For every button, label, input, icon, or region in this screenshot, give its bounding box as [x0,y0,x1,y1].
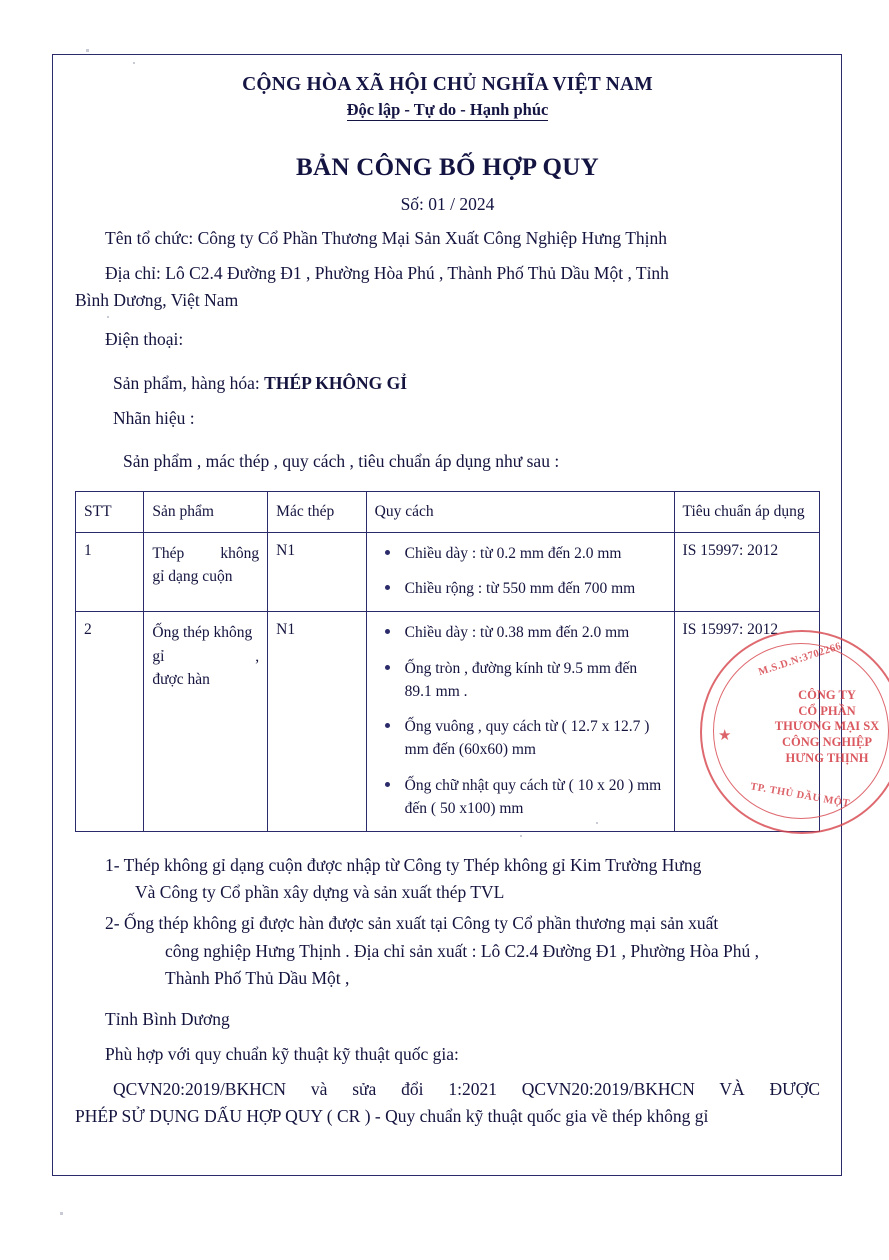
star-icon: ★ [718,728,732,744]
product-line-text: được hàn [152,670,210,688]
note-marker: 1- [105,855,120,876]
spec-list [375,542,666,601]
column-header-spec: Quy cách [366,491,674,532]
note-text: Ống thép không gỉ được hàn được sản xuất tại Công ty Cổ phần thương mại sản xuất [123,913,719,934]
document-number: Số: 01 / 2024 [400,194,495,214]
column-header-product: Sản phẩm [144,491,268,532]
cell-product [144,612,268,832]
specs-intro: Sản phẩm , mác thép , quy cách , tiêu chuẩn áp dụng như sau : [123,450,560,471]
cell-specs [366,532,674,612]
product-line-text: không gỉ , [152,624,260,665]
table-row [76,532,820,612]
nation-subtitle [75,100,820,120]
stamp-core-line: CÔNG NGHIỆP [782,734,872,749]
cell-product [144,532,268,612]
product-line-text: Thép không [152,544,260,562]
scan-speck [86,49,89,52]
cell-specs [366,612,674,832]
stamp-core-line: CÔNG TY [798,688,856,702]
province-line: Tỉnh Bình Dương [105,1008,230,1029]
cell-standard: IS 15997: 2012 [674,532,819,612]
standard-line-2: PHÉP SỬ DỤNG DẤU HỢP QUY ( CR ) - Quy chuẩn kỹ thuật quốc gia về thép không gỉ [75,1106,709,1127]
note-text: Và Công ty Cổ phần xây dựng và sản xuất thép TVL [135,882,505,903]
stamp-arc-top: M.S.D.N:3702266 [757,640,843,679]
column-header-standard: Tiêu chuẩn áp dụng [674,491,819,532]
stamp-core-text [752,688,889,766]
stamp-core-line: THƯƠNG MẠI SX [774,719,880,734]
organization-address-line1: Địa chỉ: Lô C2.4 Đường Đ1 , Phường Hòa Phú , Thành Phố Thủ Dầu Một , Tỉnh [105,263,669,284]
note-marker: 2- [105,913,120,934]
note-text: công nghiệp Hưng Thịnh . Địa chỉ sản xuất : Lô C2.4 Đường Đ1 , Phường Hòa Phú , [165,940,759,961]
organization-address-line2: Bình Dương, Việt Nam [75,290,239,311]
product-label: Sản phẩm, hàng hóa: [113,372,265,393]
note-text: Thành Phố Thủ Dầu Một , [165,967,350,988]
spec-item: Chiều dày : từ 0.2 mm đến 2.0 mm [375,542,666,565]
notes-section [75,852,820,992]
spec-item: Chiều dày : từ 0.38 mm đến 2.0 mm [375,621,666,644]
stamp-core-line: CỔ PHẦN [798,703,856,718]
product-line-text: gỉ dạng cuộn [152,568,233,586]
table-header [76,491,820,532]
stamp-core-line: HƯNG THỊNH [785,750,869,765]
organization-phone: Điện thoại: [105,329,184,350]
stamp-outer-ring [700,630,889,834]
cell-standard: IS 15997: 2012 [674,612,819,832]
table-header-row [76,491,820,532]
document-body [75,68,820,1130]
column-header-grade: Mác thép [268,491,367,532]
column-header-stt: STT [76,491,144,532]
spec-item: Chiều rộng : từ 550 mm đến 700 mm [375,577,666,600]
scan-speck [60,1212,63,1215]
note-item [105,852,820,906]
page-title: BẢN CÔNG BỐ HỢP QUY [296,154,599,181]
brand-line: Nhãn hiệu : [113,407,195,428]
cell-stt: 1 [76,532,144,612]
stamp-inner-ring [713,643,889,819]
product-line [75,370,820,397]
nation-title: CỘNG HÒA XÃ HỘI CHỦ NGHĨA VIỆT NAM [242,74,653,95]
standard-line-1: QCVN20:2019/BKHCN và sửa đổi 1:2021 QCVN20:2019/BKHCN VÀ ĐƯỢC [113,1079,820,1099]
spec-item: Ống tròn , đường kính từ 9.5 mm đến 89.1 mm . [375,657,666,704]
nation-subtitle-text: Độc lập - Tự do - Hạnh phúc [346,100,549,119]
conformity-line: Phù hợp với quy chuẩn kỹ thuật kỹ thuật quốc gia: [105,1043,459,1064]
note-item [105,910,820,991]
spec-list [375,621,666,820]
spec-item: Ống chữ nhật quy cách từ ( 10 x 20 ) mm đến ( 50 x100) mm [375,774,666,821]
product-value: THÉP KHÔNG GỈ [264,372,408,393]
stamp-clip [700,630,889,850]
cell-grade: N1 [268,532,367,612]
product-line-text: Ống thép [152,624,210,642]
company-seal-stamp [700,630,889,840]
spec-item: Ống vuông , quy cách từ ( 12.7 x 12.7 ) mm đến (60x60) mm [375,715,666,762]
stamp-arc-bottom: TP. THỦ DẦU MỘT [749,781,851,810]
closing-section [75,1006,820,1131]
organization-name: Tên tổ chức: Công ty Cổ Phần Thương Mại Sản Xuất Công Nghiệp Hưng Thịnh [105,228,668,248]
cell-stt: 2 [76,612,144,832]
scan-speck [133,62,135,64]
cell-grade: N1 [268,612,367,832]
note-text: Thép không gỉ dạng cuộn được nhập từ Công ty Thép không gỉ Kim Trường Hưng [123,855,702,876]
